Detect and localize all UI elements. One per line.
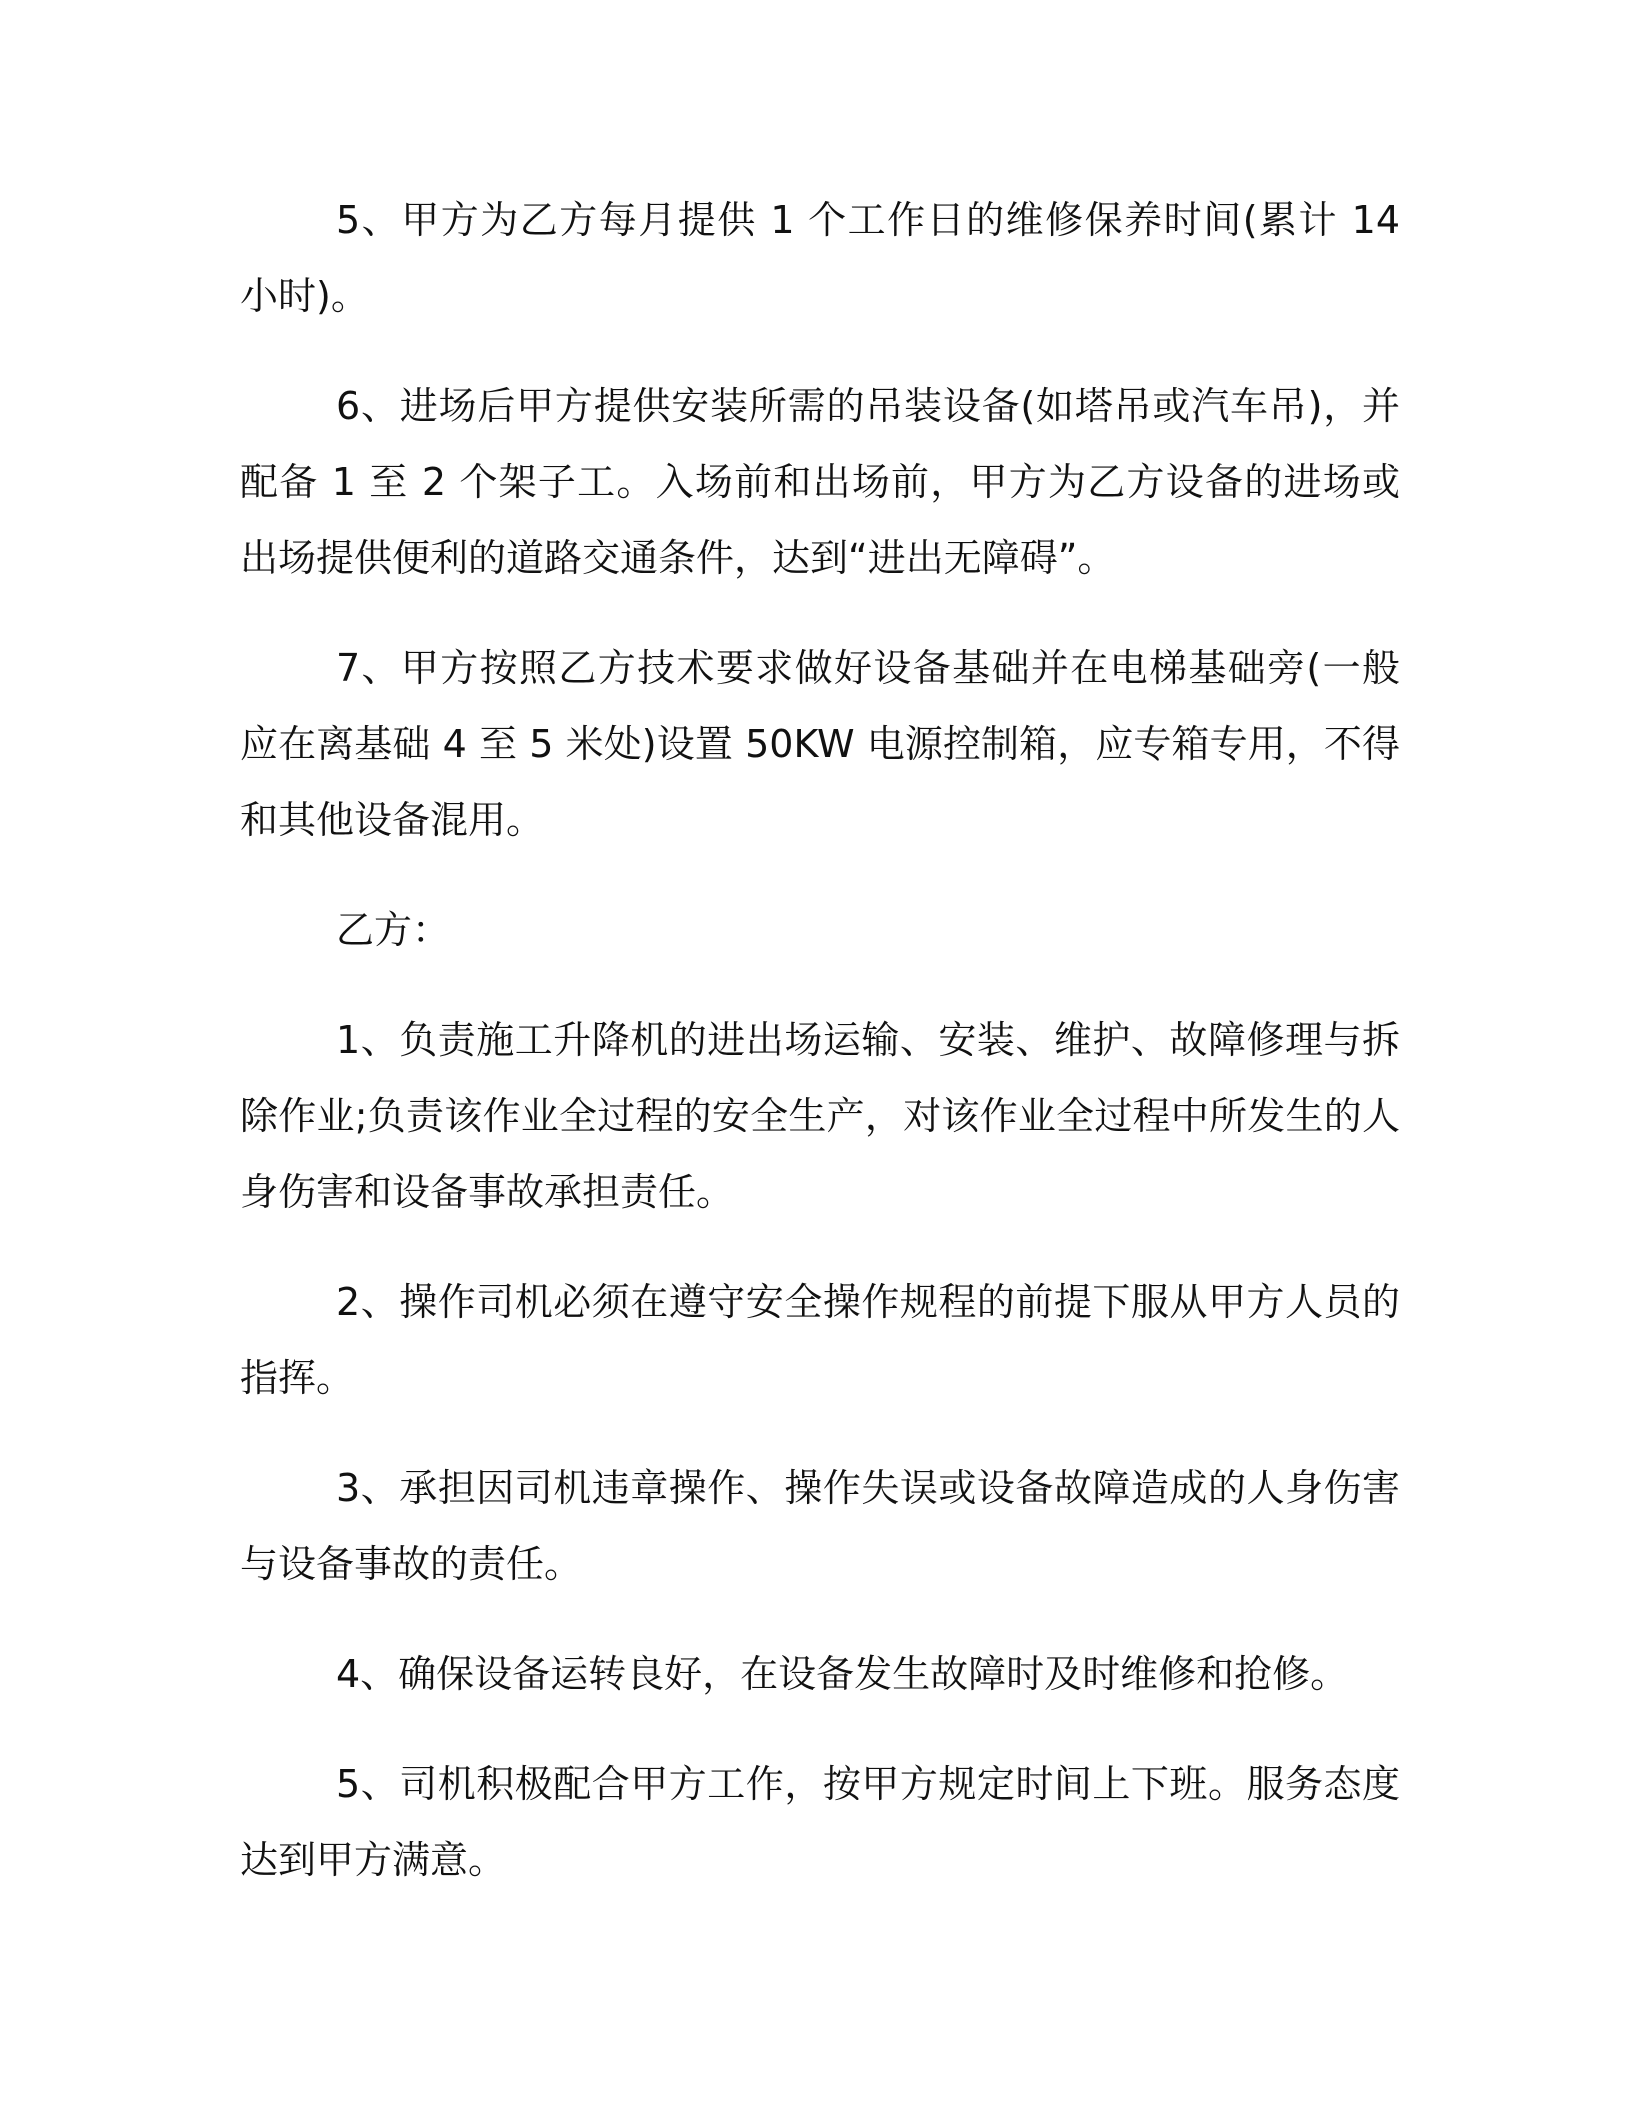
clause-paragraph-party-a-5: 5、甲方为乙方每月提供 1 个工作日的维修保养时间(累计 14 小时)。	[240, 198, 1400, 318]
clause-paragraph-party-b-3: 3、承担因司机违章操作、操作失误或设备故障造成的人身伤害与设备事故的责任。	[240, 1466, 1400, 1586]
document-page	[240, 182, 1400, 1932]
clause-paragraph-party-a-6: 6、进场后甲方提供安装所需的吊装设备(如塔吊或汽车吊)，并配备 1 至 2 个架子工。入场前和出场前，甲方为乙方设备的进场或出场提供便利的道路交通条件，达到“进出无障碍”。	[240, 384, 1400, 580]
clause-paragraph-party-b-1: 1、负责施工升降机的进出场运输、安装、维护、故障修理与拆除作业;负责该作业全过程的安全生产，对该作业全过程中所发生的人身伤害和设备事故承担责任。	[240, 1018, 1400, 1214]
party-b-heading: 乙方：	[336, 908, 451, 952]
clause-paragraph-party-a-7: 7、甲方按照乙方技术要求做好设备基础并在电梯基础旁(一般应在离基础 4 至 5 米处)设置 50KW 电源控制箱，应专箱专用，不得和其他设备混用。	[240, 646, 1400, 842]
clause-paragraph-party-b-4: 4、确保设备运转良好，在设备发生故障时及时维修和抢修。	[336, 1652, 1349, 1696]
clause-paragraph-party-b-2: 2、操作司机必须在遵守安全操作规程的前提下服从甲方人员的指挥。	[240, 1280, 1400, 1400]
clause-paragraph-party-b-5: 5、司机积极配合甲方工作，按甲方规定时间上下班。服务态度达到甲方满意。	[240, 1762, 1400, 1882]
